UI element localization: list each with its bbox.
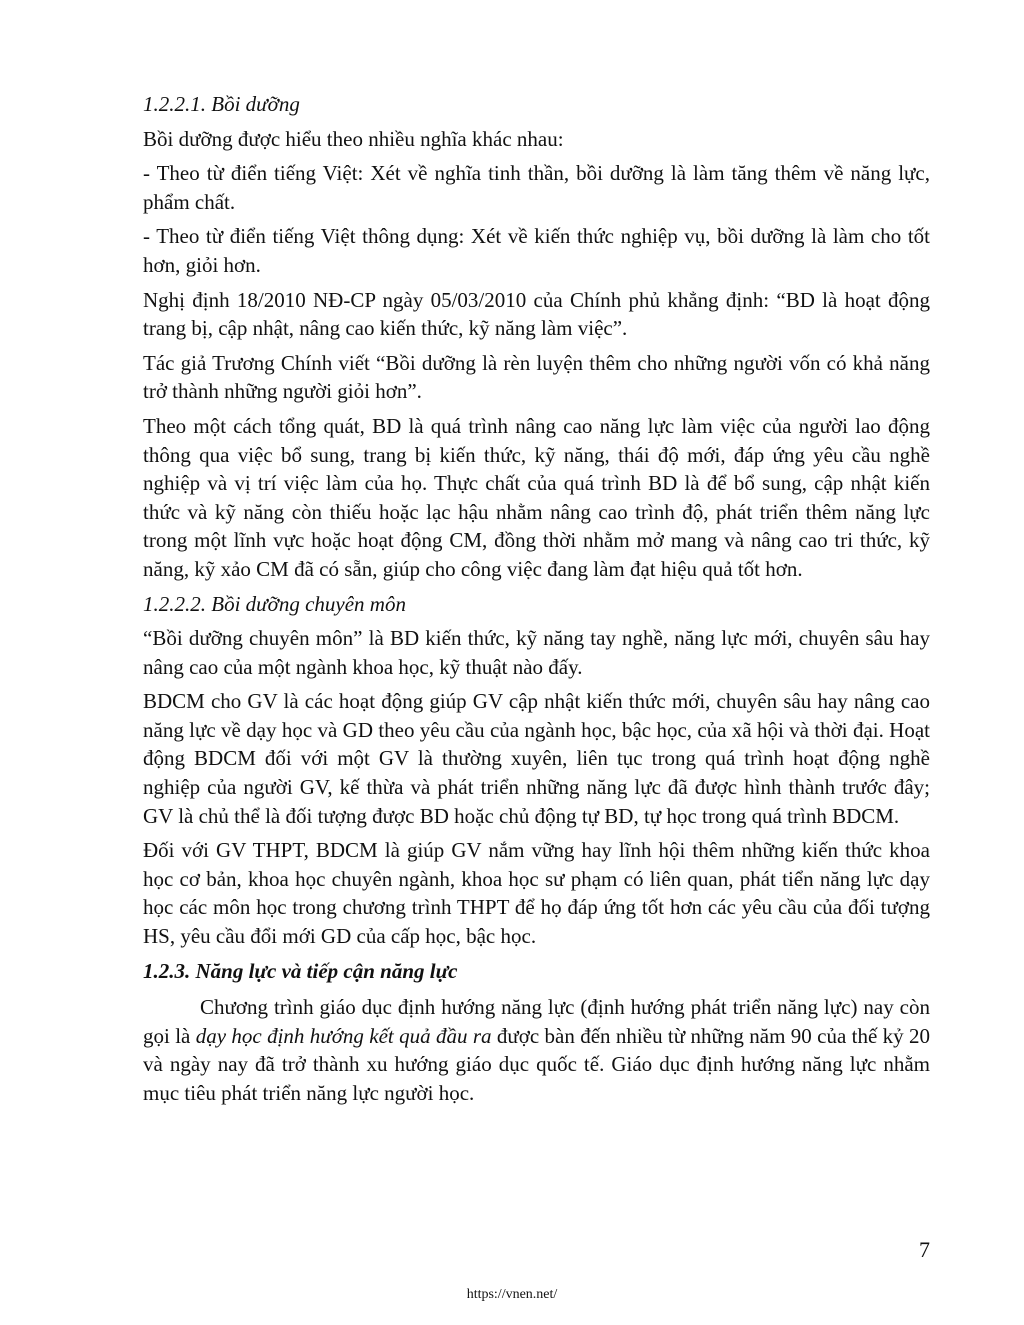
section-heading-nang-luc: 1.2.3. Năng lực và tiếp cận năng lực — [143, 958, 458, 983]
paragraph: Nghị định 18/2010 NĐ-CP ngày 05/03/2010 của Chính phủ khẳng định: “BD là hoạt động trang bị, cập nhật, nâng cao kiến thức, kỹ năng làm việc”. — [143, 287, 930, 341]
page-number: 7 — [919, 1237, 930, 1262]
subsection-heading-boi-duong: 1.2.2.1. Bồi dưỡng — [143, 92, 300, 116]
paragraph-text: được bàn đến nhiều từ những năm 90 của thế kỷ 20 và ngày nay đã trở thành xu hướng giáo dục quốc tế. Giáo dục định hướng năng lực nhằm mục tiêu phát triển năng lực người học. — [143, 1023, 930, 1105]
paragraph: - Theo từ điển tiếng Việt thông dụng: Xét về kiến thức nghiệp vụ, bồi dưỡng là làm cho tốt hơn, giỏi hơn. — [143, 224, 930, 277]
paragraph: “Bồi dưỡng chuyên môn” là BD kiến thức, kỹ năng tay nghề, năng lực mới, chuyên sâu hay nâng cao của một ngành khoa học, kỹ thuật nào đấy. — [143, 626, 930, 679]
paragraph: - Theo từ điển tiếng Việt: Xét về nghĩa tinh thần, bồi dưỡng là làm tăng thêm về năng lực, phẩm chất. — [143, 161, 930, 214]
paragraph: BDCM cho GV là các hoạt động giúp GV cập nhật kiến thức mới, chuyên sâu hay nâng cao năng lực về dạy học và GD theo yêu cầu của ngành học, bậc học, của xã hội và thời đại. Hoạt động BDCM đối với một GV là thường xuyên, liên tục trong quá trình hoạt động nghề nghiệp của người GV, kế thừa và phát triển những năng lực đã được hình thành trước đây; GV là chủ thể là đối tượng được BD hoặc chủ động tự BD, tự học trong quá trình BDCM. — [143, 689, 930, 828]
paragraph: Theo một cách tổng quát, BD là quá trình nâng cao năng lực làm việc của người lao động thông qua việc bổ sung, trang bị kiến thức, kỹ năng, thái độ mới, đáp ứng yêu cầu nghề nghiệp và vị trí việc làm của họ. Thực chất của quá trình BD là để bổ sung, cập nhật kiến thức và kỹ năng còn thiếu hoặc lạc hậu nhằm nâng cao trình độ, phát triển thêm năng lực trong một lĩnh vực hoặc hoạt động CM, đồng thời nhằm mở mang và nâng cao tri thức, kỹ năng, kỹ xảo CM đã có sẵn, giúp cho công việc đang làm đạt hiệu quả tốt hơn. — [143, 413, 930, 581]
paragraph — [143, 993, 930, 1107]
emphasized-text: dạy học định hướng kết quả đầu ra — [195, 1023, 492, 1048]
paragraph-text: Chương trình giáo dục định hướng năng lực (định hướng phát triển năng lực) nay còn gọi là — [143, 995, 930, 1048]
paragraph: Tác giả Trương Chính viết “Bồi dưỡng là rèn luyện thêm cho những người vốn có khả năng trở thành những người giỏi hơn”. — [143, 350, 930, 404]
paragraph: Bồi dưỡng được hiểu theo nhiều nghĩa khác nhau: — [143, 126, 564, 151]
document-body — [143, 90, 930, 1114]
subsection-heading-boi-duong-chuyen-mon: 1.2.2.2. Bồi dưỡng chuyên môn — [143, 591, 406, 616]
paragraph: Đối với GV THPT, BDCM là giúp GV nắm vững hay lĩnh hội thêm những kiến thức khoa học cơ bản, khoa học chuyên ngành, khoa học sư phạm có liên quan, phát tiển năng lực dạy học các môn học trong chương trình THPT để họ đáp ứng tốt hơn các yêu cầu của đối tượng HS, yêu cầu đổi mới GD của cấp học, bậc học. — [143, 838, 930, 949]
footer-url: https://vnen.net/ — [466, 1287, 558, 1302]
